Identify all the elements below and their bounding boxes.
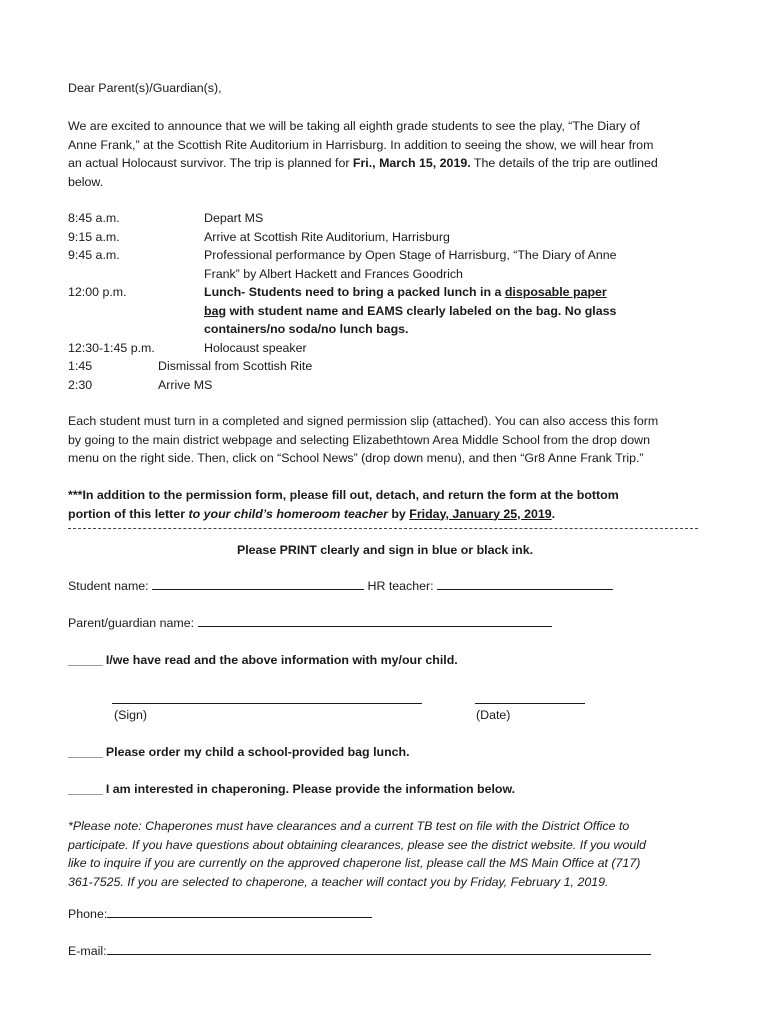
read-text: I/we have read and the above information with my/our child. xyxy=(102,653,458,667)
notice-text: by xyxy=(387,506,410,521)
phone-field[interactable] xyxy=(107,905,372,918)
lunch-text: Lunch- Students need to bring a packed lunch in a xyxy=(204,285,505,299)
date-label: (Date) xyxy=(476,708,511,722)
chaperone-note-line-3: like to inquire if you are currently on the approved chaperone list, please call the MS Main Office at (717) xyxy=(68,856,641,870)
email-row xyxy=(68,942,651,961)
permission-line-2: by going to the main district webpage and selecting Elizabethtown Area Middle School from the drop down xyxy=(68,432,651,447)
schedule-desc: Professional performance by Open Stage of Harrisburg, “The Diary of Anne xyxy=(204,248,617,262)
lunch-emphasis: disposable paper xyxy=(504,285,607,299)
hr-teacher-label: HR teacher: xyxy=(364,579,438,593)
lunch-text: with student name and EAMS clearly labeled on the bag. No glass xyxy=(226,303,617,318)
intro-text: an actual Holocaust survivor. The trip is planned for xyxy=(68,156,353,170)
student-name-field[interactable] xyxy=(152,577,364,590)
schedule-desc: containers/no soda/no lunch bags. xyxy=(204,322,409,336)
notice-text: . xyxy=(551,506,556,521)
schedule-desc xyxy=(204,283,607,302)
notice-line-2 xyxy=(68,505,555,524)
schedule-desc: Frank” by Albert Hackett and Frances Goodrich xyxy=(204,266,463,281)
intro-text-end: The details of the trip are outlined xyxy=(470,156,658,170)
return-deadline: Friday, January 25, 2019 xyxy=(409,506,552,521)
chaperone-text: I am interested in chaperoning. Please provide the information below. xyxy=(102,782,516,796)
schedule-desc: Dismissal from Scottish Rite xyxy=(158,359,313,373)
intro-line-1: We are excited to announce that we will be taking all eighth grade students to see the play, “The Diary of xyxy=(68,119,640,133)
read-checkbox-blank[interactable]: _____ xyxy=(68,653,103,667)
chaperone-note-line-1: *Please note: Chaperones must have clearances and a current TB test on file with the District Office to xyxy=(68,819,630,833)
intro-line-4: below. xyxy=(68,174,104,189)
lunch-checkbox-blank[interactable]: _____ xyxy=(68,745,103,759)
intro-line-3 xyxy=(68,154,658,173)
read-row xyxy=(68,651,458,670)
print-note: Please PRINT clearly and sign in blue or black ink. xyxy=(236,543,534,557)
date-line[interactable] xyxy=(475,703,585,704)
schedule-time: 9:15 a.m. xyxy=(68,229,120,244)
schedule-time: 8:45 a.m. xyxy=(68,211,120,225)
chaperone-checkbox-blank[interactable]: _____ xyxy=(68,782,103,796)
signature-line[interactable] xyxy=(112,703,422,704)
phone-row xyxy=(68,905,372,924)
student-name-label: Student name: xyxy=(68,579,153,593)
schedule-time: 9:45 a.m. xyxy=(68,248,120,262)
parent-row xyxy=(68,614,552,633)
student-row xyxy=(68,577,613,596)
schedule-desc: Depart MS xyxy=(204,211,264,225)
phone-label: Phone: xyxy=(68,907,108,921)
schedule-desc: Arrive at Scottish Rite Auditorium, Harrisburg xyxy=(204,229,450,244)
notice-line-1: ***In addition to the permission form, please fill out, detach, and return the form at the bottom xyxy=(68,488,619,502)
schedule-time: 12:00 p.m. xyxy=(68,285,127,299)
intro-line-2: Anne Frank,” at the Scottish Rite Auditorium in Harrisburg. In addition to seeing the show, we will hear from xyxy=(68,137,654,152)
greeting: Dear Parent(s)/Guardian(s), xyxy=(68,81,222,95)
lunch-order-text: Please order my child a school-provided bag lunch. xyxy=(102,745,410,759)
chaperone-row xyxy=(68,780,515,799)
chaperone-note-line-4: 361-7525. If you are selected to chaperone, a teacher will contact you by Friday, February 1, 2019. xyxy=(68,874,609,889)
trip-date: Fri., March 15, 2019. xyxy=(352,156,471,170)
schedule-desc: Holocaust speaker xyxy=(204,340,307,355)
detach-line xyxy=(68,528,698,529)
schedule-desc: Arrive MS xyxy=(158,377,213,392)
schedule-desc xyxy=(204,302,616,321)
schedule-time: 12:30-1:45 p.m. xyxy=(68,340,155,355)
chaperone-note-line-2: participate. If you have questions about obtaining clearances, please see the district website. If you would xyxy=(68,837,646,852)
schedule-time: 1:45 xyxy=(68,359,93,373)
email-label: E-mail: xyxy=(68,944,107,958)
lunch-emphasis: bag xyxy=(204,303,227,318)
notice-text: portion of this letter xyxy=(68,506,189,521)
parent-name-label: Parent/guardian name: xyxy=(68,616,198,630)
hr-teacher-field[interactable] xyxy=(437,577,613,590)
permission-line-1: Each student must turn in a completed and signed permission slip (attached). You can also access this form xyxy=(68,414,659,428)
lunch-row xyxy=(68,743,410,762)
schedule-time: 2:30 xyxy=(68,377,93,392)
sign-label: (Sign) xyxy=(114,708,148,722)
permission-line-3: menu on the right side. Then, click on “School News” (drop down menu), and then “Gr8 Anne Frank Trip.” xyxy=(68,451,644,465)
email-field[interactable] xyxy=(107,942,651,955)
notice-emphasis: to your child’s homeroom teacher xyxy=(188,506,388,521)
parent-name-field[interactable] xyxy=(198,614,552,627)
